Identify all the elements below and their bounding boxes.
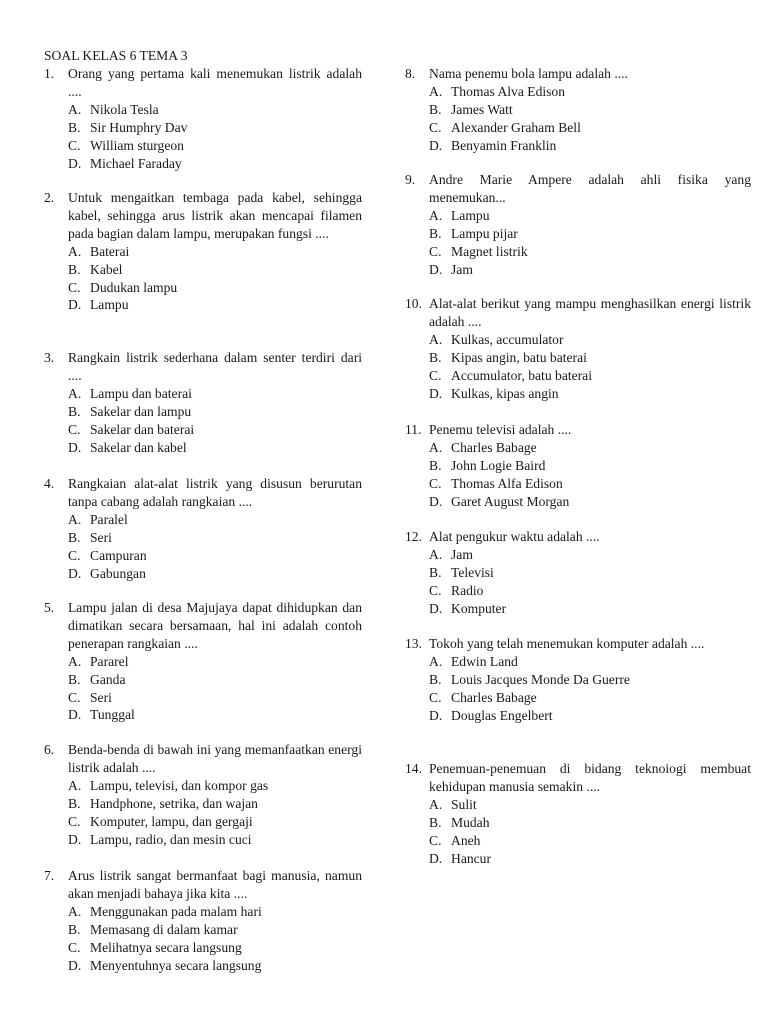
option-text: Radio: [451, 582, 484, 598]
option-letter: A.: [429, 439, 443, 455]
option-text: Jam: [451, 546, 473, 562]
option-text: Nikola Tesla: [90, 101, 159, 117]
option-b: [68, 119, 362, 137]
question-11: [405, 421, 751, 511]
option-letter: D.: [68, 831, 82, 847]
option-text: Komputer, lampu, dan gergaji: [90, 813, 253, 829]
option-text: William sturgeon: [90, 137, 184, 153]
question-text: Alat pengukur waktu adalah ....: [429, 529, 600, 544]
option-b: [68, 671, 362, 689]
option-c: [68, 689, 362, 707]
option-text: Louis Jacques Monde Da Guerre: [451, 671, 630, 687]
option-d: [429, 707, 751, 725]
option-a: [68, 777, 362, 795]
option-letter: B.: [68, 921, 81, 937]
option-text: Menyentuhnya secara langsung: [90, 957, 262, 973]
question-5: [44, 599, 362, 724]
option-text: Campuran: [90, 547, 147, 563]
option-letter: D.: [68, 439, 82, 455]
option-letter: B.: [429, 457, 442, 473]
option-letter: D.: [68, 297, 82, 313]
option-letter: B.: [429, 814, 442, 830]
option-c: [429, 689, 751, 707]
option-text: Tunggal: [90, 707, 135, 723]
option-d: [68, 706, 362, 724]
option-text: Michael Faraday: [90, 155, 182, 171]
option-text: Dudukan lampu: [90, 279, 178, 295]
option-d: [68, 296, 362, 314]
option-letter: B.: [68, 119, 81, 135]
option-b: [68, 795, 362, 813]
option-a: [68, 903, 362, 921]
option-text: Hancur: [451, 850, 492, 866]
option-letter: C.: [68, 813, 81, 829]
option-text: Douglas Engelbert: [451, 707, 553, 723]
option-text: Jam: [451, 261, 473, 277]
option-letter: B.: [68, 529, 81, 545]
question-number: 7.: [44, 868, 55, 883]
option-letter: A.: [429, 653, 443, 669]
option-text: Charles Babage: [451, 689, 537, 705]
option-text: Seri: [90, 529, 112, 545]
option-a: [429, 439, 751, 457]
question-number: 4.: [44, 476, 55, 491]
question-10: [405, 295, 751, 402]
option-letter: C.: [68, 137, 81, 153]
option-letter: B.: [429, 671, 442, 687]
option-letter: C.: [68, 547, 81, 563]
question-text: Rangkaian alat-alat listrik yang disusun berurutan tanpa cabang adalah rangkaian ....: [68, 476, 362, 509]
option-text: Charles Babage: [451, 439, 537, 455]
option-d: [68, 565, 362, 583]
question-9: [405, 171, 751, 278]
option-a: [429, 207, 751, 225]
option-text: Sir Humphry Dav: [90, 119, 188, 135]
option-text: Gabungan: [90, 565, 146, 581]
option-letter: A.: [68, 385, 82, 401]
option-letter: D.: [68, 565, 82, 581]
option-letter: D.: [429, 261, 443, 277]
option-text: Sakelar dan baterai: [90, 421, 195, 437]
option-letter: D.: [429, 493, 443, 509]
option-letter: D.: [429, 850, 443, 866]
option-c: [68, 547, 362, 565]
question-text: Penemuan-penemuan di bidang teknoiogi membuat kehidupan manusia semakin ....: [429, 761, 751, 794]
page-title: SOAL KELAS 6 TEMA 3: [44, 48, 188, 63]
option-text: Kulkas, accumulator: [451, 331, 564, 347]
option-d: [429, 600, 751, 618]
question-13: [405, 635, 751, 725]
option-c: [429, 475, 751, 493]
question-number: 3.: [44, 350, 55, 365]
left-column: [44, 0, 362, 1024]
option-text: Kipas angin, batu baterai: [451, 349, 587, 365]
option-letter: B.: [429, 564, 442, 580]
option-a: [68, 511, 362, 529]
option-c: [429, 582, 751, 600]
option-d: [429, 137, 751, 155]
option-letter: C.: [429, 475, 442, 491]
option-text: Edwin Land: [451, 653, 518, 669]
option-text: Sulit: [451, 796, 477, 812]
option-d: [68, 439, 362, 457]
option-text: Melihatnya secara langsung: [90, 939, 242, 955]
option-b: [429, 814, 751, 832]
option-text: Ganda: [90, 671, 126, 687]
option-b: [429, 101, 751, 119]
question-text: Alat-alat berikut yang mampu menghasilkan energi listrik adalah ....: [429, 296, 751, 329]
option-letter: B.: [429, 225, 442, 241]
question-number: 12.: [405, 529, 422, 544]
option-letter: A.: [429, 796, 443, 812]
option-letter: B.: [429, 101, 442, 117]
option-letter: A.: [68, 243, 82, 259]
question-text: Untuk mengaitkan tembaga pada kabel, sehingga kabel, sehingga arus listrik akan mencapai filamen pada bagian dalam lampu, merupakan fungsi ....: [68, 190, 362, 241]
option-b: [429, 564, 751, 582]
option-d: [429, 385, 751, 403]
question-number: 2.: [44, 190, 55, 205]
option-text: Alexander Graham Bell: [451, 119, 581, 135]
option-c: [68, 813, 362, 831]
option-text: James Watt: [451, 101, 513, 117]
option-letter: D.: [68, 155, 82, 171]
option-text: Benyamin Franklin: [451, 137, 557, 153]
option-letter: C.: [429, 832, 442, 848]
option-text: Handphone, setrika, dan wajan: [90, 795, 258, 811]
option-d: [429, 850, 751, 868]
question-14: [405, 760, 751, 867]
option-letter: C.: [429, 367, 442, 383]
option-c: [68, 137, 362, 155]
option-c: [429, 367, 751, 385]
option-text: Thomas Alfa Edison: [451, 475, 563, 491]
option-letter: C.: [429, 119, 442, 135]
option-letter: D.: [429, 137, 443, 153]
question-number: 1.: [44, 66, 55, 81]
option-text: Lampu pijar: [451, 225, 518, 241]
option-c: [429, 243, 751, 261]
option-text: Aneh: [451, 832, 481, 848]
question-12: [405, 528, 751, 618]
option-letter: C.: [68, 421, 81, 437]
question-number: 13.: [405, 636, 422, 651]
option-text: Sakelar dan kabel: [90, 439, 187, 455]
option-text: Lampu dan baterai: [90, 385, 192, 401]
option-letter: A.: [68, 653, 82, 669]
option-text: Pararel: [90, 653, 129, 669]
option-text: Komputer: [451, 600, 507, 616]
option-letter: A.: [429, 83, 443, 99]
option-letter: B.: [68, 261, 81, 277]
option-letter: B.: [68, 403, 81, 419]
option-letter: D.: [429, 707, 443, 723]
option-d: [429, 493, 751, 511]
option-a: [68, 653, 362, 671]
option-d: [68, 957, 362, 975]
option-letter: D.: [68, 957, 82, 973]
question-4: [44, 475, 362, 582]
option-text: Memasang di dalam kamar: [90, 921, 238, 937]
question-1: [44, 65, 362, 172]
question-8: [405, 65, 751, 155]
option-d: [68, 155, 362, 173]
option-text: Lampu, radio, dan mesin cuci: [90, 831, 252, 847]
option-a: [429, 331, 751, 349]
option-c: [429, 832, 751, 850]
option-a: [429, 83, 751, 101]
option-text: Paralel: [90, 511, 128, 527]
option-text: Menggunakan pada malam hari: [90, 903, 262, 919]
option-letter: A.: [68, 777, 82, 793]
option-c: [68, 421, 362, 439]
option-text: Seri: [90, 689, 112, 705]
option-text: Lampu, televisi, dan kompor gas: [90, 777, 269, 793]
option-text: Sakelar dan lampu: [90, 403, 192, 419]
option-letter: A.: [68, 903, 82, 919]
question-6: [44, 741, 362, 848]
option-letter: C.: [429, 582, 442, 598]
option-letter: C.: [68, 939, 81, 955]
option-b: [68, 403, 362, 421]
option-letter: D.: [429, 385, 443, 401]
question-text: Orang yang pertama kali menemukan listrik adalah ....: [68, 66, 362, 99]
question-text: Andre Marie Ampere adalah ahli fisika yang menemukan...: [429, 172, 751, 205]
option-c: [68, 939, 362, 957]
option-a: [68, 385, 362, 403]
question-text: Tokoh yang telah menemukan komputer adalah ....: [429, 636, 705, 651]
question-number: 5.: [44, 600, 55, 615]
question-text: Lampu jalan di desa Majujaya dapat dihidupkan dan dimatikan secara bersamaan, hal ini adalah contoh penerapan rangkaian ....: [68, 600, 362, 651]
option-letter: A.: [429, 546, 443, 562]
option-text: John Logie Baird: [451, 457, 546, 473]
option-text: Kulkas, kipas angin: [451, 385, 559, 401]
option-b: [429, 349, 751, 367]
option-d: [68, 831, 362, 849]
option-text: Lampu: [90, 297, 129, 313]
right-column: [405, 0, 751, 1024]
option-b: [429, 671, 751, 689]
option-a: [429, 796, 751, 814]
option-a: [429, 653, 751, 671]
question-number: 14.: [405, 761, 422, 776]
question-text: Penemu televisi adalah ....: [429, 422, 572, 437]
option-b: [68, 529, 362, 547]
question-3: [44, 349, 362, 456]
option-b: [68, 261, 362, 279]
option-letter: A.: [429, 331, 443, 347]
question-text: Rangkain listrik sederhana dalam senter terdiri dari ....: [68, 350, 362, 383]
option-letter: B.: [429, 349, 442, 365]
option-a: [68, 243, 362, 261]
question-number: 11.: [405, 422, 422, 437]
question-2: [44, 189, 362, 314]
option-letter: A.: [68, 511, 82, 527]
option-c: [68, 279, 362, 297]
option-a: [68, 101, 362, 119]
option-a: [429, 546, 751, 564]
question-text: Nama penemu bola lampu adalah ....: [429, 66, 628, 81]
option-text: Mudah: [451, 814, 490, 830]
option-b: [429, 225, 751, 243]
option-c: [429, 119, 751, 137]
option-letter: D.: [68, 707, 82, 723]
option-text: Magnet listrik: [451, 243, 528, 259]
option-text: Thomas Alva Edison: [451, 83, 566, 99]
option-d: [429, 261, 751, 279]
option-letter: B.: [68, 795, 81, 811]
question-number: 6.: [44, 742, 55, 757]
option-text: Televisi: [451, 564, 494, 580]
question-number: 8.: [405, 66, 416, 81]
option-text: Lampu: [451, 207, 490, 223]
option-letter: D.: [429, 600, 443, 616]
option-letter: C.: [68, 689, 81, 705]
option-letter: C.: [68, 279, 81, 295]
option-letter: C.: [429, 689, 442, 705]
question-text: Benda-benda di bawah ini yang memanfaatkan energi listrik adalah ....: [68, 742, 362, 775]
option-text: Kabel: [90, 261, 123, 277]
option-text: Baterai: [90, 243, 130, 259]
option-text: Accumulator, batu baterai: [451, 367, 592, 383]
question-number: 9.: [405, 172, 416, 187]
question-text: Arus listrik sangat bermanfaat bagi manusia, namun akan menjadi bahaya jika kita ....: [68, 868, 362, 901]
option-letter: A.: [429, 207, 443, 223]
option-b: [429, 457, 751, 475]
question-7: [44, 867, 362, 974]
question-number: 10.: [405, 296, 422, 311]
option-b: [68, 921, 362, 939]
option-text: Garet August Morgan: [451, 493, 570, 509]
option-letter: A.: [68, 101, 82, 117]
option-letter: B.: [68, 671, 81, 687]
option-letter: C.: [429, 243, 442, 259]
